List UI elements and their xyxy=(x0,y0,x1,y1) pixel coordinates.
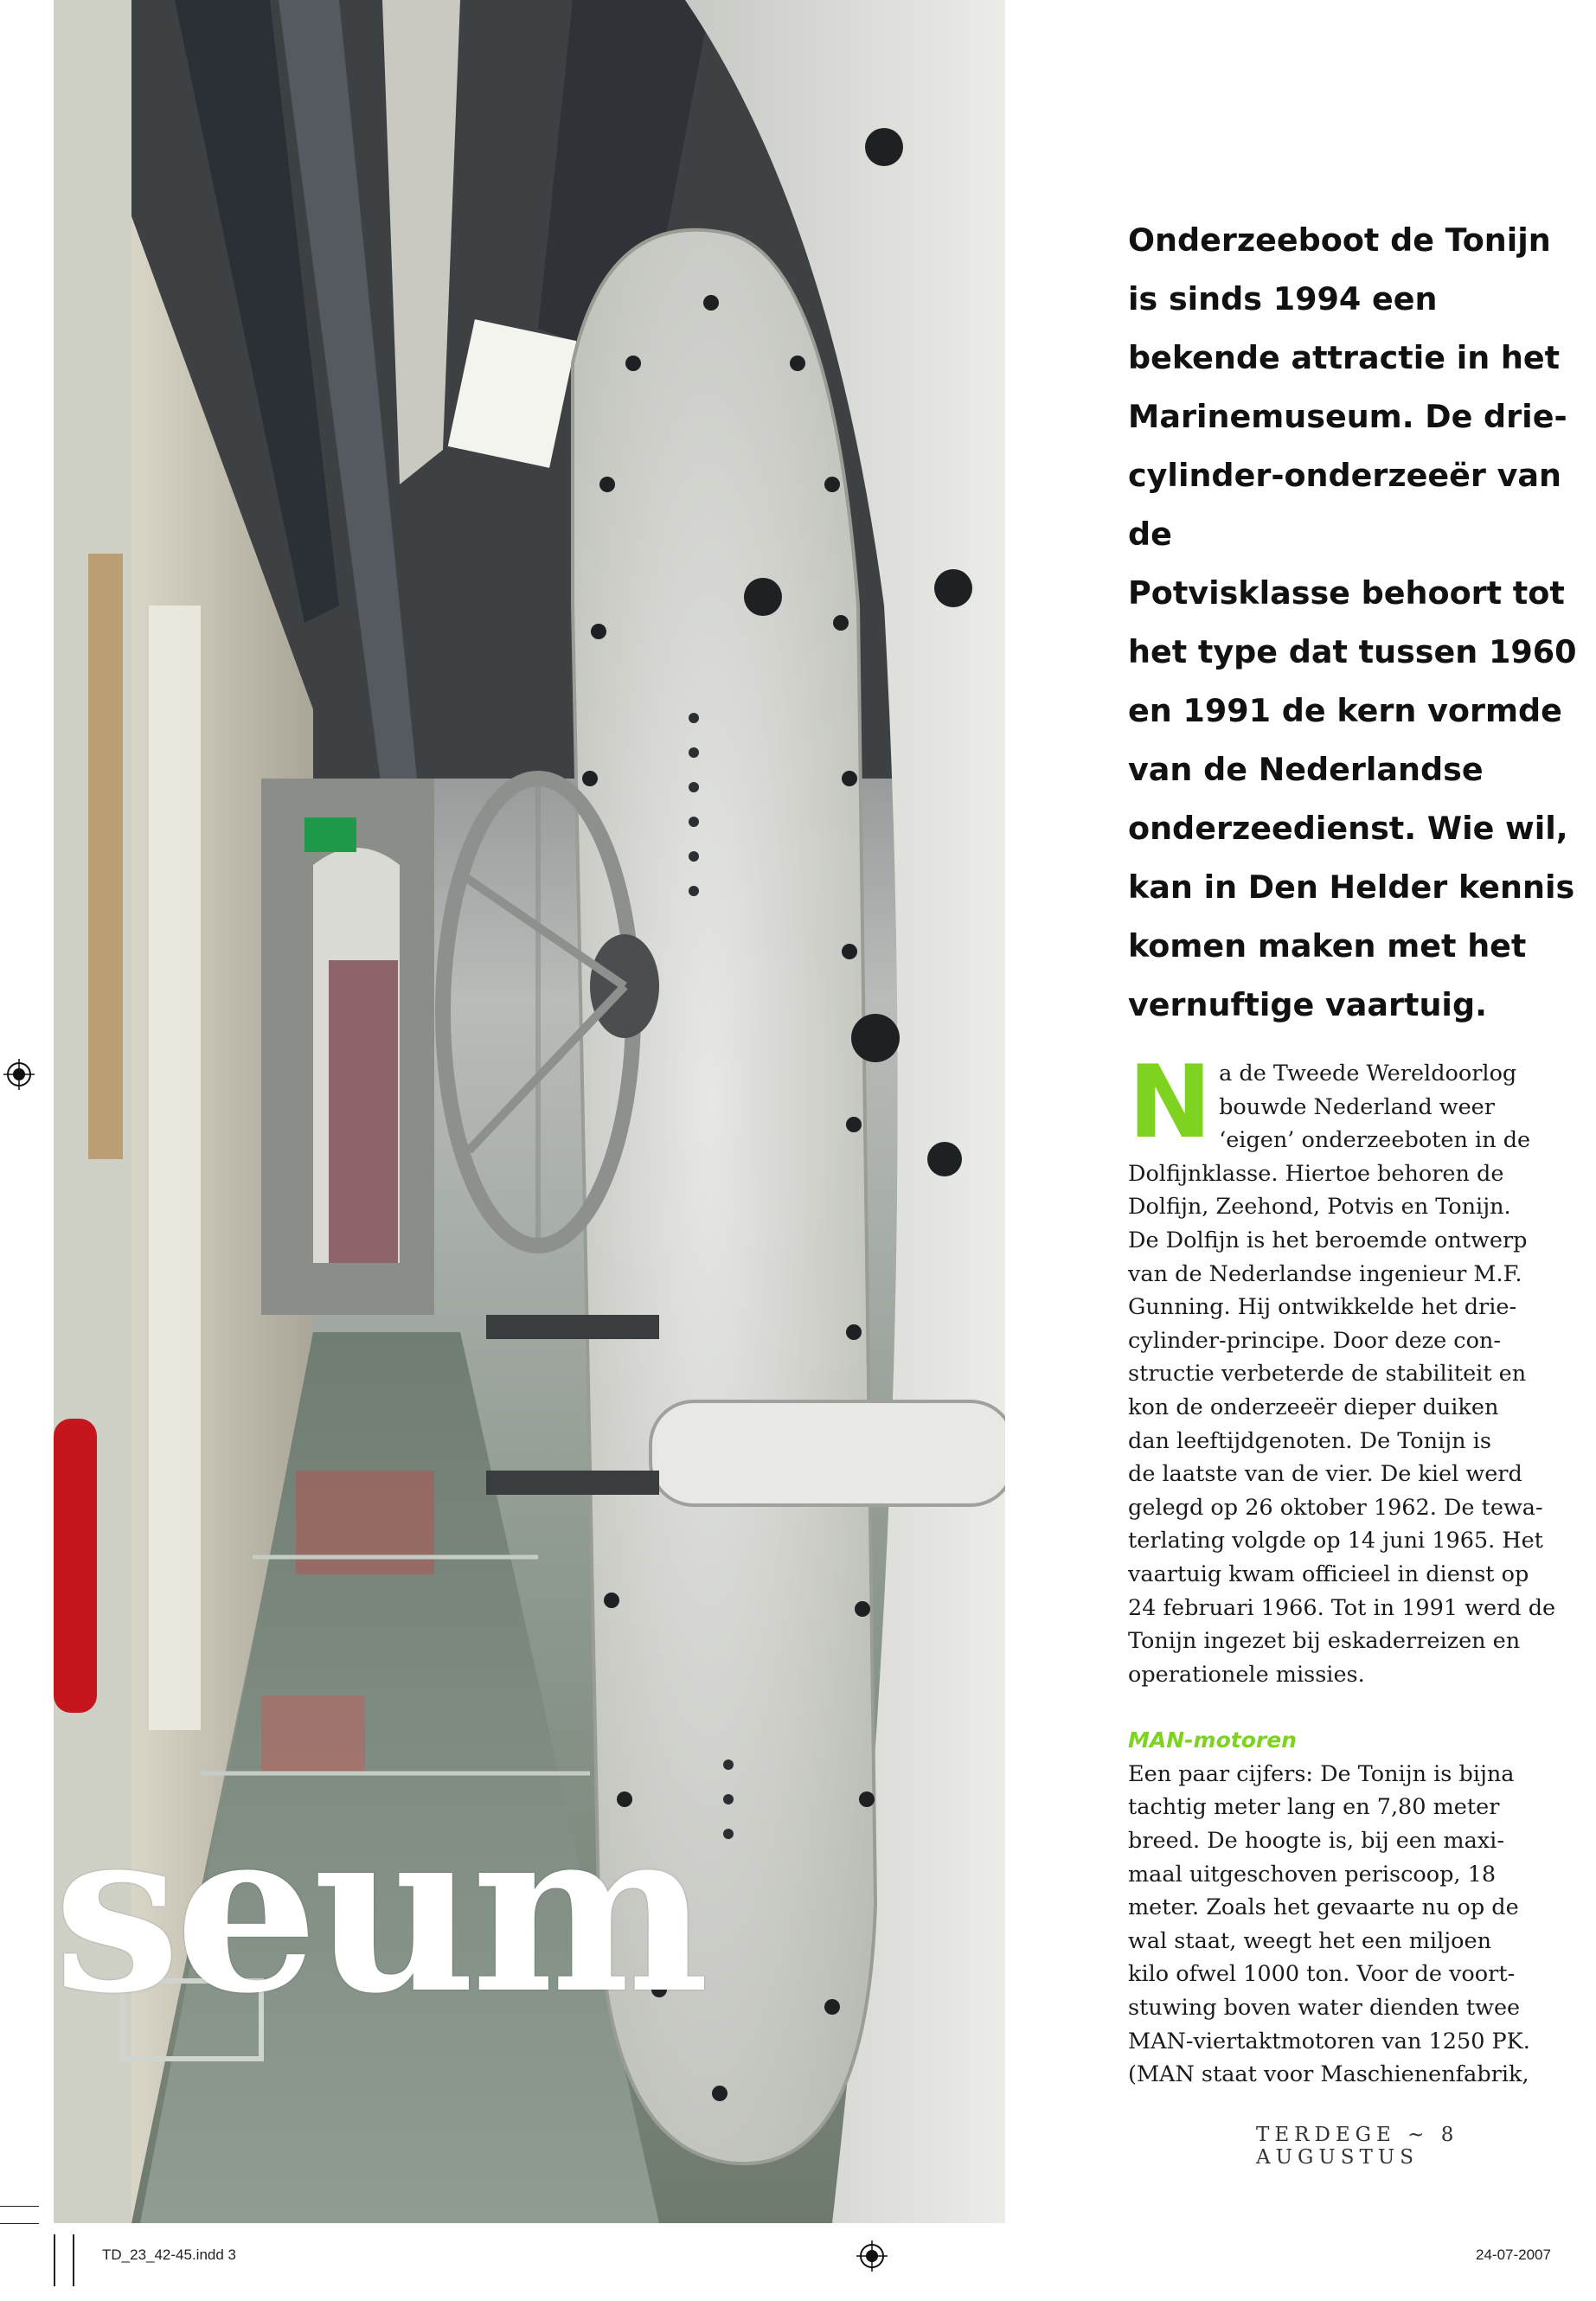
body-line: Een paar cijfers: De Tonijn is bijna xyxy=(1128,1760,1515,1787)
indd-slug-filename: TD_23_42-45.indd 3 xyxy=(102,2247,237,2263)
body-line: a de Tweede Wereldoorlog xyxy=(1219,1061,1517,1086)
registration-mark-icon xyxy=(3,1059,35,1090)
body-line: maal uitgeschoven periscoop, 18 xyxy=(1128,1861,1497,1888)
body-line: ‘eigen’ onderzeeboten in de xyxy=(1219,1127,1531,1154)
body-line: wal staat, weegt het een miljoen xyxy=(1128,1927,1492,1954)
intro-paragraph xyxy=(1128,211,1578,1035)
intro-line: van de Nederlandse xyxy=(1128,751,1484,788)
submarine-interior-photo xyxy=(54,0,1005,2223)
body-line: Tonijn ingezet bij eskaderreizen en xyxy=(1128,1628,1521,1655)
body-line: De Dolfijn is het beroemde ontwerp xyxy=(1128,1227,1528,1253)
body-line: cylinder-principe. Door deze con- xyxy=(1128,1327,1501,1354)
body-line: van de Nederlandse ingenieur M.F. xyxy=(1128,1260,1522,1287)
intro-line: vernuftige vaartuig. xyxy=(1128,986,1487,1023)
body-line: structie verbeterde de stabiliteit en xyxy=(1128,1361,1527,1388)
intro-line: komen maken met het xyxy=(1128,927,1527,965)
body-line: Gunning. Hij ontwikkelde het drie- xyxy=(1128,1294,1517,1321)
body-line: Dolfijnklasse. Hiertoe behoren de xyxy=(1128,1160,1504,1187)
body-line: gelegd op 26 oktober 1962. De tewa- xyxy=(1128,1494,1543,1521)
crop-mark xyxy=(54,2234,55,2286)
body-line: kon de onderzeeër dieper duiken xyxy=(1128,1394,1499,1420)
museum-title-fragment: seum xyxy=(54,1779,704,2043)
intro-line: en 1991 de kern vormde xyxy=(1128,692,1562,729)
intro-line: onderzeedienst. Wie wil, xyxy=(1128,810,1568,847)
crop-mark xyxy=(73,2234,74,2286)
body-line: breed. De hoogte is, bij een maxi- xyxy=(1128,1828,1504,1855)
body-line: dan leeftijdgenoten. De Tonijn is xyxy=(1128,1427,1491,1454)
body-line: operationele missies. xyxy=(1128,1661,1365,1688)
crop-mark xyxy=(0,2206,39,2207)
body-line: MAN-viertaktmotoren van 1250 PK. xyxy=(1128,2028,1530,2054)
body-line: stuwing boven water dienden twee xyxy=(1128,1995,1521,2022)
intro-line: Marinemuseum. De drie- xyxy=(1128,398,1567,435)
intro-line: kan in Den Helder kennis xyxy=(1128,868,1575,906)
intro-line: bekende attractie in het xyxy=(1128,339,1561,376)
section-subhead: MAN-motoren xyxy=(1128,1727,1297,1753)
drop-cap: N xyxy=(1128,1044,1213,1161)
body-line: (MAN staat voor Maschienenfabrik, xyxy=(1128,2061,1529,2088)
article-body xyxy=(1128,1044,1561,2092)
intro-line: Onderzeeboot de Tonijn xyxy=(1128,221,1551,259)
body-line: kilo ofwel 1000 ton. Voor de voort- xyxy=(1128,1961,1516,1988)
running-footer: TERDEGE ~ 8 AUGUSTUS xyxy=(1256,2124,1459,2169)
registration-mark-icon xyxy=(856,2240,888,2272)
body-line: vaartuig kwam officieel in dienst op xyxy=(1128,1561,1529,1587)
body-line: 24 februari 1966. Tot in 1991 werd de xyxy=(1128,1594,1556,1621)
body-line: tachtig meter lang en 7,80 meter xyxy=(1128,1794,1500,1821)
indd-slug-date: 24-07-2007 xyxy=(1476,2247,1551,2263)
body-line: Dolfijn, Zeehond, Potvis en Tonijn. xyxy=(1128,1194,1511,1221)
crop-mark xyxy=(0,2223,39,2224)
body-line: de laatste van de vier. De kiel werd xyxy=(1128,1461,1522,1488)
body-line: bouwde Nederland weer xyxy=(1219,1093,1495,1120)
intro-line: het type dat tussen 1960 xyxy=(1128,633,1577,670)
intro-line: Potvisklasse behoort tot xyxy=(1128,574,1565,612)
body-line: terlating volgde op 14 juni 1965. Het xyxy=(1128,1528,1543,1554)
body-line: meter. Zoals het gevaarte nu op de xyxy=(1128,1894,1519,1921)
intro-line: cylinder-onderzeeër van de xyxy=(1128,457,1562,553)
intro-line: is sinds 1994 een xyxy=(1128,280,1438,317)
